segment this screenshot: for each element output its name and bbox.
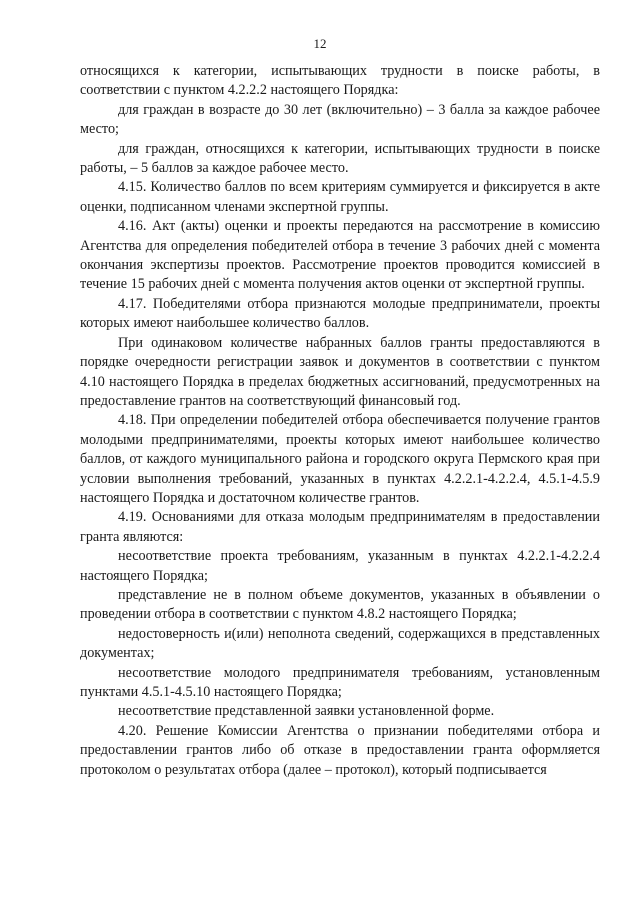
paragraph: 4.16. Акт (акты) оценки и проекты передаются на рассмотрение в комиссию Агентства для определения победителей отбора в течение 3 рабочих дней с момента окончания экспертизы проектов. Рассмотрение проектов проводится комиссией в течение 15 рабочих дней с момента получения актов оценки от экспертной группы. [80,218,600,293]
paragraph: недостоверность и(или) неполнота сведений, содержащихся в представленных документах; [80,625,600,662]
paragraph: 4.17. Победителями отбора признаются молодые предприниматели, проекты которых имеют наибольшее количество баллов. [80,295,600,332]
paragraph: 4.18. При определении победителей отбора обеспечивается получение грантов молодыми предпринимателями, проекты которых имеют наибольшее количество баллов, от каждого муниципального района и городского округа Пермского края при условии выполнения требований, указанных в пунктах 4.2.2.1-4.2.2.4, 4.5.1-4.5.9 настоящего Порядка и достаточном количестве грантов. [80,412,600,506]
paragraph: 4.15. Количество баллов по всем критериям суммируется и фиксируется в акте оценки, подписанном членами экспертной группы. [80,179,600,215]
paragraph: представление не в полном объеме документов, указанных в объявлении о проведении отбора в соответствии с пунктом 4.8.2 настоящего Порядка; [80,586,600,623]
paragraph: несоответствие проекта требованиям, указанным в пунктах 4.2.2.1-4.2.2.4 настоящего Порядка; [80,548,600,584]
paragraph: для граждан, относящихся к категории, испытывающих трудности в поиске работы, – 5 баллов за каждое рабочее место. [80,140,600,177]
page-number: 12 [313,36,327,51]
paragraph: 4.19. Основаниями для отказа молодым предпринимателям в предоставлении гранта являются: [80,509,600,545]
paragraph: При одинаковом количестве набранных баллов гранты предоставляются в порядке очередности регистрации заявок и документов в соответствии с пунктом 4.10 настоящего Порядка в пределах бюджетных ассигнований, предусмотренных на предоставление грантов на соответствующий финансовый год. [80,334,600,409]
paragraph: относящихся к категории, испытывающих трудности в поиске работы, в соответствии с пунктом 4.2.2.2 настоящего Порядка: [80,63,600,99]
document-body [80,62,600,780]
paragraph: для граждан в возрасте до 30 лет (включительно) – 3 балла за каждое рабочее место; [80,101,600,138]
paragraph: несоответствие молодого предпринимателя требованиям, установленным пунктами 4.5.1-4.5.10 настоящего Порядка; [80,664,600,700]
paragraph: 4.20. Решение Комиссии Агентства о признании победителями отбора и предоставлении грантов либо об отказе в предоставлении гранта оформляется протоколом о результатах отбора (далее – протокол), который подписывается [80,722,600,778]
paragraph: несоответствие представленной заявки установленной форме. [118,703,495,720]
